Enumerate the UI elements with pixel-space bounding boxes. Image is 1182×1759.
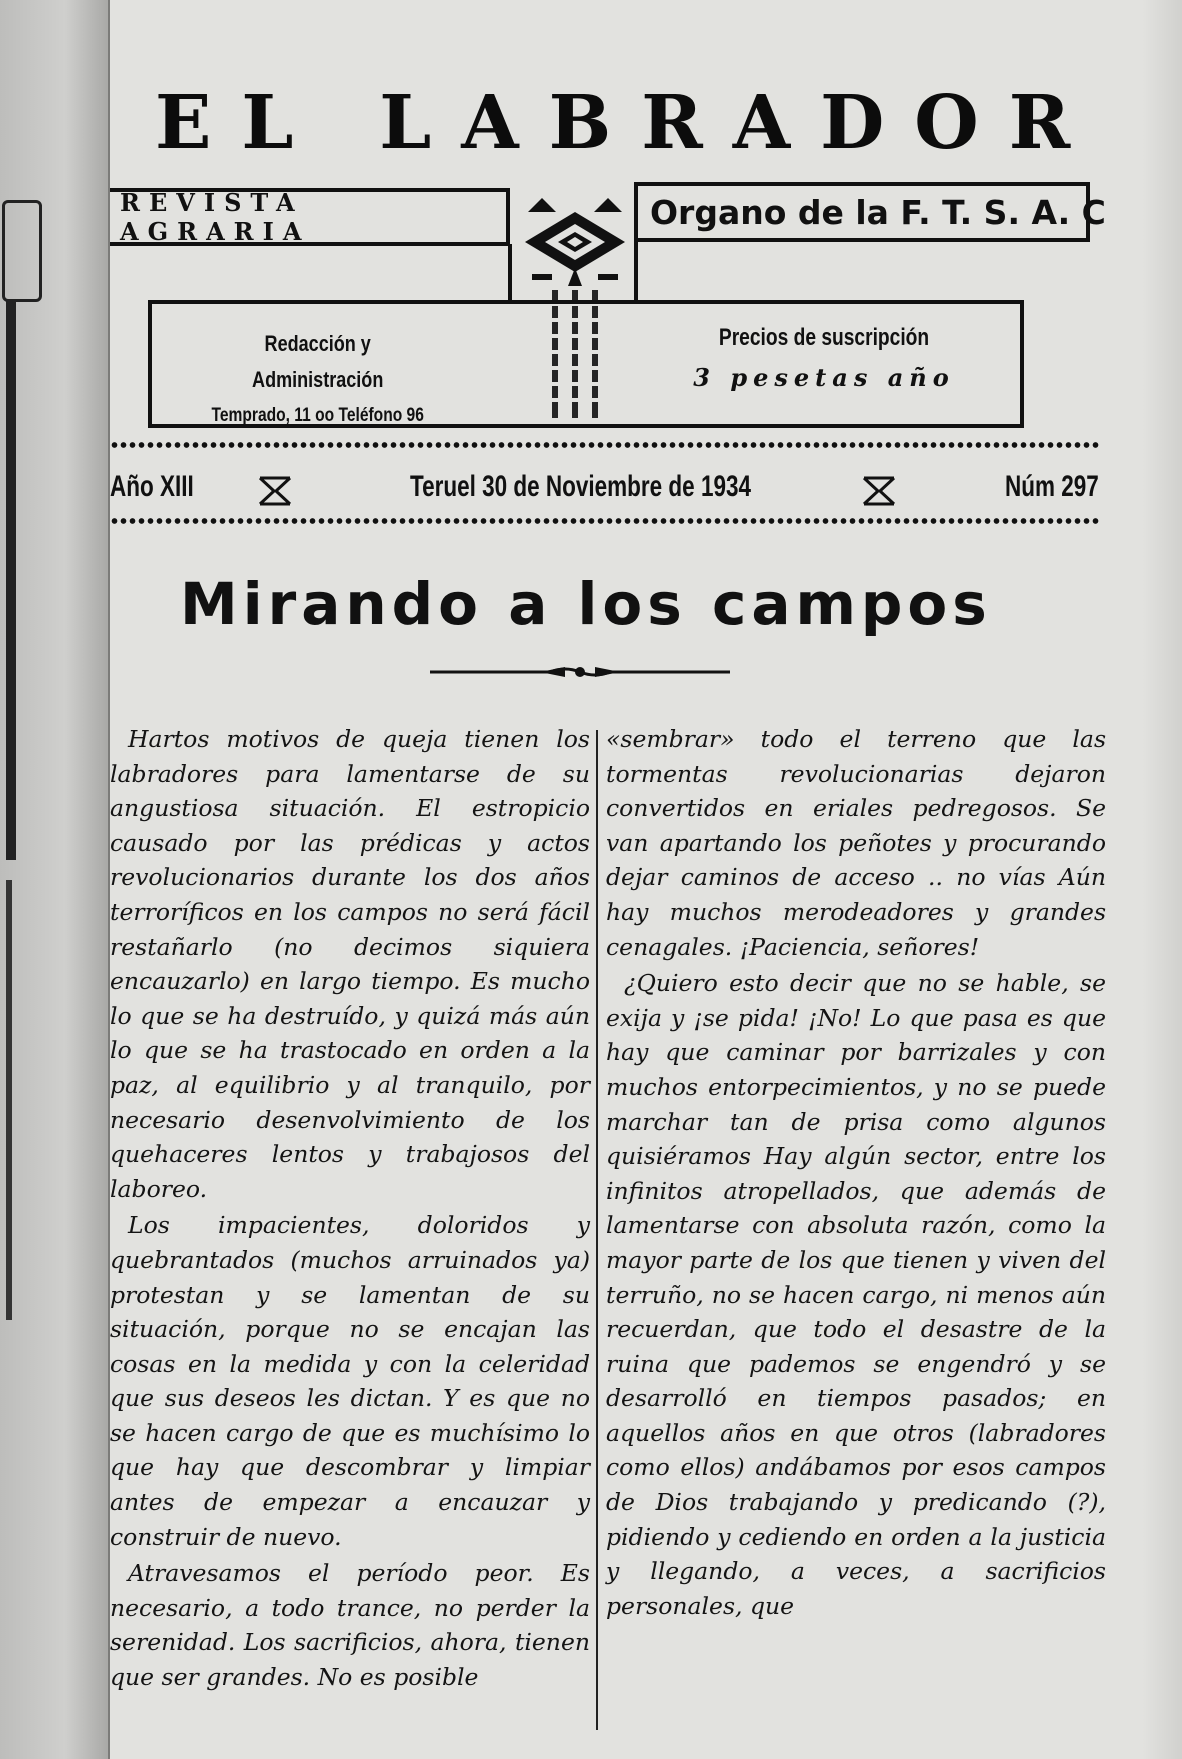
- date-label: Teruel 30 de Noviembre de 1934: [410, 470, 752, 503]
- margin-rule: [6, 300, 16, 860]
- banner-connector: [508, 244, 512, 304]
- paragraph: «sembrar» todo el terreno que las tormentas revolucionarias dejaron convertidos en eriales pedregosos. Se van apartando los peñotes y procurando dejar caminos de acceso .. no vías Aún hay muchos merodeadores y grandes cenagales. ¡Paciencia, señores!: [606, 725, 1106, 961]
- dateline: [110, 462, 1100, 516]
- article-column-left: [110, 722, 590, 1695]
- column-divider: [596, 730, 598, 1730]
- divider-ornament-icon: [430, 662, 730, 682]
- left-banner: REVISTA AGRARIA: [110, 188, 510, 246]
- paragraph: ¿Quiero esto decir que no se hable, se exija y ¡se pida! ¡No! Lo que pasa es que hay que caminar por barrizales y con muchos entorpecimientos, y no se puede marchar tan de prisa como algunos quisiéramos Hay algún sector, entre los infinitos atropellados, que además de lamentarse con absoluta razón, como la mayor parte de los que tienen y viven del terruño, no se hacen cargo, ni menos aún recuerdan, que todo el desastre de la ruina que pademos se engendró y se desarrolló en tiempos pasados; en aquellos años en que otros (labradores como ellos) andábamos por esos campos de Dios trabajando y predicando (?), pidiendo y cediendo en orden a la justicia y llegando, a veces, a sacrificios personales, que: [606, 969, 1106, 1620]
- year-label: Año XIII: [110, 470, 194, 503]
- paragraph: Atravesamos el período peor. Es necesario, a todo trance, no perder la serenidad. Los sacrificios, ahora, tienen que ser grandes. No es posible: [110, 1559, 590, 1692]
- newspaper-page: [110, 0, 1182, 1759]
- masthead-title: EL LABRADOR: [155, 80, 1101, 166]
- margin-rule: [6, 880, 12, 1320]
- precios-value: 3 pesetas año: [693, 363, 955, 392]
- paragraph: Los impacientes, doloridos y quebrantados (muchos arruinados ya) protestan y se lamentan de su situación, porque no se encajan las cosas en la medida y con la celeridad que sus deseos les dictan. Y es que no se hacen cargo de que es muchísimo lo que hay que descombrar y limpiar antes de empezar a encauzar y construir de nuevo.: [110, 1211, 590, 1551]
- paragraph: Hartos motivos de queja tienen los labradores para lamentarse de su angustiosa situación. El estropicio causado por las prédicas y actos revolucionarios durante los dos años terroríficos en los campos no será fácil restañarlo (no decimos siquiera encauzarlo) en largo tiempo. Es mucho lo que se ha destruído, y quizá más aún lo que se ha trastocado en orden a la paz, al equilibrio y al tranquilo, por necesario desenvolvimiento de los quehaceres lentos y trabajosos del laboreo.: [110, 725, 590, 1203]
- ornament-icon: [862, 476, 896, 506]
- issue-number: Núm 297: [1005, 470, 1099, 503]
- ornament-fragment: [2, 200, 42, 302]
- redaccion-label: Redacción y Administración: [252, 331, 384, 392]
- dotted-rule: [110, 516, 1100, 526]
- article-column-right: [606, 722, 1106, 1623]
- right-banner: Organo de la F. T. S. A. C: [634, 182, 1090, 242]
- precios-title: Precios de suscripción: [718, 324, 930, 351]
- subscription-box: [148, 300, 1024, 428]
- dotted-rule: [110, 440, 1100, 450]
- adjacent-page-edge: [0, 0, 110, 1759]
- article-headline: Mirando a los campos: [180, 570, 992, 638]
- ornament-icon: [258, 476, 292, 506]
- redaccion-block: [207, 326, 428, 434]
- precios-block: [664, 318, 984, 398]
- banner-connector: [634, 238, 638, 304]
- address-label: Temprado, 11 oo Teléfono 96: [211, 405, 424, 426]
